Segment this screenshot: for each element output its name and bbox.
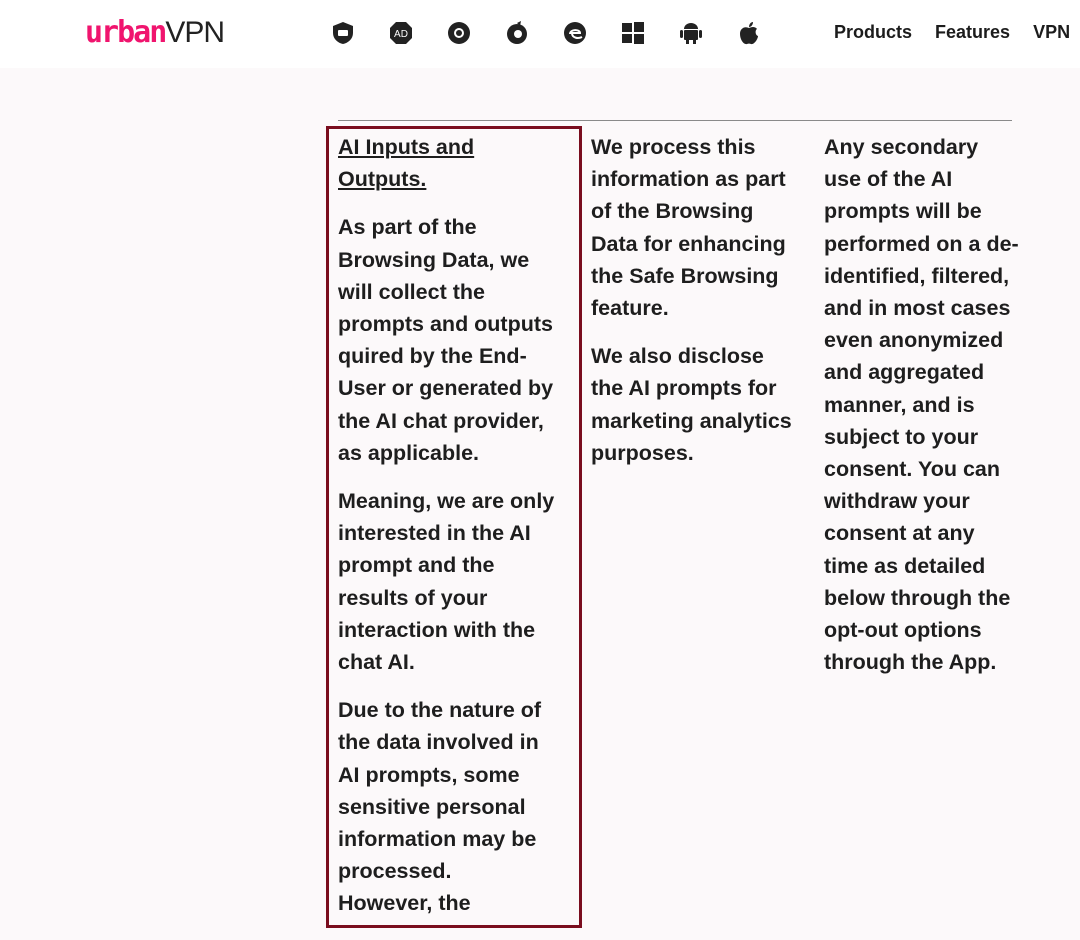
ad-shield-icon[interactable] bbox=[330, 20, 356, 46]
urbanvpn-logo[interactable]: urbanVPN bbox=[85, 15, 224, 50]
nav-features[interactable]: Features bbox=[935, 22, 1011, 42]
site-header bbox=[0, 0, 1080, 68]
table-divider bbox=[338, 120, 1012, 121]
paragraph: Meaning, we are only interested in the AI prompt and the results of your interaction with the chat AI. bbox=[338, 489, 555, 675]
android-icon[interactable] bbox=[678, 20, 704, 46]
nav-products[interactable]: Products bbox=[834, 22, 913, 42]
paragraph: Due to the nature of the data involved in AI prompts, some sensitive personal information may be processed. bbox=[338, 698, 542, 884]
paragraph: However, the bbox=[338, 891, 471, 916]
highlight-box bbox=[326, 126, 582, 928]
ad-block-icon[interactable] bbox=[388, 20, 414, 46]
chrome-icon[interactable] bbox=[446, 20, 472, 46]
paragraph: We process this information as part of the Browsing Data for enhancing the Safe Browsing feature. bbox=[591, 135, 786, 321]
paragraph: As part of the Browsing Data, we will collect the prompts and outputs quired by the End-User or generated by the AI chat provider, as applicable. bbox=[338, 215, 554, 465]
paragraph: Any secondary use of the AI prompts will be performed on a de-identified, filtered, and in most cases even anonymized and aggregated manner, and is subject to your consent. You can withdraw your consent at any time as detailed below through the opt-out options through the App. bbox=[824, 135, 1019, 675]
firefox-icon[interactable] bbox=[504, 20, 530, 46]
apple-icon[interactable] bbox=[736, 20, 762, 46]
processing-column bbox=[591, 131, 801, 485]
secondary-use-column bbox=[824, 131, 1019, 694]
paragraph: We also disclose the AI prompts for marketing analytics purposes. bbox=[591, 344, 792, 465]
ai-inputs-title: AI Inputs and Outputs. bbox=[338, 135, 475, 192]
windows-icon[interactable] bbox=[620, 20, 646, 46]
edge-icon[interactable] bbox=[562, 20, 588, 46]
product-icons bbox=[330, 20, 762, 46]
nav-vpn[interactable]: VPN bbox=[1033, 22, 1071, 42]
svg-text:AD: AD bbox=[394, 29, 408, 40]
main-nav bbox=[834, 22, 1070, 43]
